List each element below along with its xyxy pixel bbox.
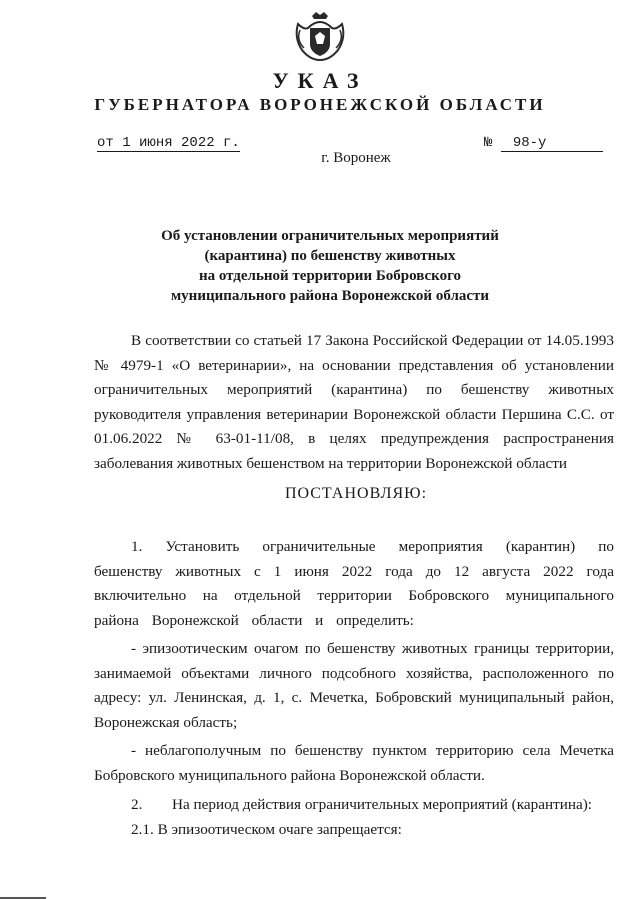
- item-1-paragraph: 1. Установить ограничительные мероприятия (карантин) по бешенству животных с 1 июня 2022 года до 12 августа 2022 года включительно на отдельной территории Бобровского муниципального района Воронежской области и определить:: [94, 538, 614, 629]
- item-2-1-text: 2.1. В эпизоотическом очаге запрещается:: [131, 821, 402, 838]
- resolve-heading: ПОСТАНОВЛЯЮ:: [284, 485, 428, 502]
- subject-line: (карантина) по бешенству животных: [204, 248, 456, 264]
- preamble-paragraph: В соответствии со статьей 17 Закона Российской Федерации от 14.05.1993 № 4979-1 «О ветеринарии», на основании представления об установлении ограничительных мероприятий (карантина) по бешенству животных руководителя управления ветеринарии Воронежской области Першина С.С. от 01.06.2022 № 63-01-11/08, в целях предупреждения распространения заболевания животных бешенством на территории Воронежской области: [94, 332, 614, 472]
- item-1-subitem-b: - неблагополучным по бешенству пунктом территорию села Мечетка Бобровского муниципального района Воронежской области.: [94, 742, 614, 784]
- issuer-title: ГУБЕРНАТОРА ВОРОНЕЖСКОЙ ОБЛАСТИ: [94, 95, 546, 114]
- issue-city: г. Воронеж: [321, 150, 391, 166]
- coat-of-arms-icon: [292, 10, 348, 62]
- subject-line: муниципального района Воронежской области: [170, 288, 490, 304]
- item-2-1-line: [94, 821, 614, 839]
- coat-of-arms-emblem: [292, 10, 348, 67]
- number-value: 98-у: [501, 135, 603, 152]
- item-2-line: [94, 796, 614, 814]
- item-1-subitem-a: - эпизоотическим очагом по бешенству животных границы территории, занимаемой объектами личного подсобного хозяйства, расположенного по адресу: ул. Ленинская, д. 1, с. Мечетка, Бобровский муниципальный район, Воронежская область;: [94, 640, 614, 731]
- item-2-number: 2.: [131, 796, 143, 813]
- document-type-title: УКАЗ: [272, 68, 368, 93]
- number-prefix: №: [484, 135, 493, 151]
- subject-line: Об установлении ограничительных мероприятий: [161, 228, 499, 244]
- date-prefix: от: [97, 135, 114, 151]
- item-2-text: На период действия ограничительных мероприятий (карантина):: [172, 796, 592, 813]
- date-value: 1 июня 2022 г.: [122, 135, 240, 151]
- document-subject: [120, 226, 540, 306]
- subject-line: на отдельной территории Бобровского: [198, 268, 462, 284]
